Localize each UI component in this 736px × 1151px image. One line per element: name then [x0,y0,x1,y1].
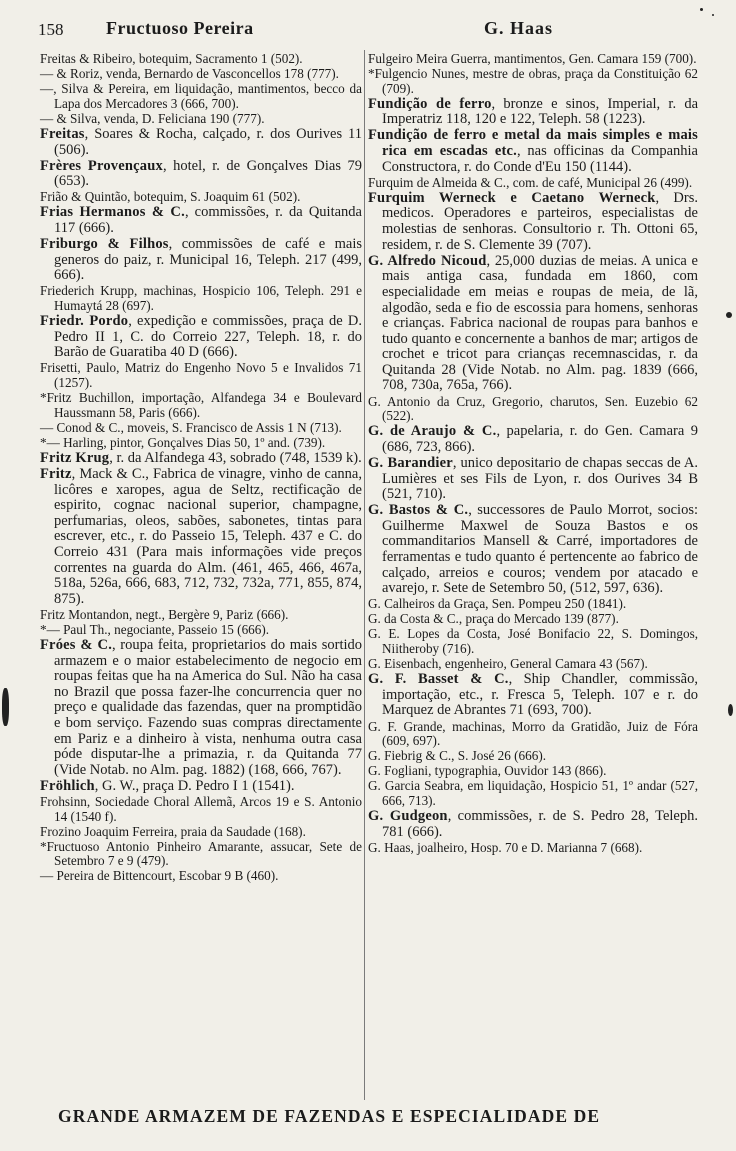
directory-entry: G. F. Grande, machinas, Morro da Gratidão, Juiz de Fóra (609, 697). [368,718,698,749]
directory-entry: G. Eisenbach, engenheiro, General Camara 43 (567). [368,656,648,672]
directory-entry: Frohsinn, Sociedade Choral Allemã, Arcos 19 e S. Antonio 14 (1540 f). [40,794,362,824]
header-left-title: Fructuoso Pereira [106,18,254,38]
directory-entry: — Pereira de Bittencourt, Escobar 9 B (460). [40,868,279,884]
directory-entry: G. F. Basset & C., Ship Chandler, commissão, importação, etc., r. Fresca 5, Teleph. 107 e r. do Marquez de Abrantes 71 (693, 700). [368,671,698,719]
directory-entry: — & Silva, venda, D. Feliciana 190 (777). [40,110,265,126]
directory-entry: G. Garcia Seabra, em liquidação, Hospicio 51, 1º andar (527, 666, 713). [368,778,698,808]
directory-entry: G. Antonio da Cruz, Gregorio, charutos, Sen. Euzebio 62 (522). [368,393,698,424]
directory-entry: Furquim Werneck e Caetano Werneck, Drs. medicos. Operadores e parteiros, especialistas de molestias de senhoras. Consultorio r. Th. Ottoni 65, residem, r. de S. Clemente 39 (707). [368,189,698,253]
page-number: 158 [38,20,64,39]
directory-entry: G. Gudgeon, commissões, r. de S. Pedro 28, Teleph. 781 (666). [368,808,698,840]
directory-entry: G. de Araujo & C., papelaria, r. do Gen. Camara 9 (686, 723, 866). [368,423,699,455]
header-right-title: G. Haas [484,18,554,38]
directory-entry: — Conod & C., moveis, S. Francisco de Assis 1 N (713). [40,419,342,435]
directory-entry: Fritz Krug, r. da Alfandega 43, sobrado (748, 1539 k). [40,449,362,466]
directory-entry: Friburgo & Filhos, commissões de café e mais generos do paiz, r. Municipal 16, Teleph. 217 (499, 666). [40,236,362,284]
left-column [40,52,362,885]
directory-entry: G. Barandier, unico depositario de chapas seccas de A. Lumières et ses Fils de Lyon, r. dos Ourives 34 B (521, 710). [368,454,698,503]
ink-speck [2,688,9,726]
directory-entry: Friederich Krupp, machinas, Hospicio 106, Teleph. 291 e Humaytá 28 (697). [40,283,362,313]
directory-entry: Frião & Quintão, botequim, S. Joaquim 61 (502). [40,189,301,205]
footer-banner: GRANDE ARMAZEM DE FAZENDAS E ESPECIALIDADE DE [58,1106,601,1126]
directory-entry: *Fritz Buchillon, importação, Alfandega 34 e Boulevard Haussmann 58, Paris (666). [40,390,362,420]
directory-entry: *Fulgencio Nunes, mestre de obras, praça da Constituição 62 (709). [368,66,698,96]
ink-speck [712,14,714,16]
ink-speck [726,312,732,318]
directory-entry: Frozino Joaquim Ferreira, praia da Saudade (168). [40,823,306,839]
directory-entry: *— Harling, pintor, Gonçalves Dias 50, 1º and. (739). [40,434,326,450]
directory-entry: G. Calheiros da Graça, Sen. Pompeu 250 (1841). [368,596,627,612]
running-header [38,18,696,44]
directory-entry: Freitas & Ribeiro, botequim, Sacramento 1 (502). [40,51,303,66]
ink-speck [728,704,733,716]
directory-entry: — & Roriz, venda, Bernardo de Vasconcellos 178 (777). [40,66,339,82]
right-column [368,52,698,856]
directory-entry: Fritz, Mack & C., Fabrica de vinagre, vinho de canna, licôres e xaropes, agua de Seltz, rectificação de espirito, cognac nacional superior, champagne, perfumarias, oleos, sabões, sabonetes, tintas para escrever, etc., r. do Passeio 15, Teleph. 437 e C. do Correio 431 (Para mais informações vide preços correntes na guarda do Alm. (461, 465, 466, 467a, 518a, 526a, 666, 683, 712, 732, 732a, 771, 855, 874, 875). [40,466,362,607]
directory-entry: Fröhlich, G. W., praça D. Pedro I 1 (1541). [40,777,295,794]
directory-entry: *Fructuoso Antonio Pinheiro Amarante, assucar, Sete de Setembro 7 e 9 (479). [40,838,362,869]
directory-entry: Fritz Montandon, negt., Bergère 9, Pariz (666). [40,606,289,622]
directory-entry: Frias Hermanos & C., commissões, r. da Quitanda 117 (666). [40,204,362,237]
directory-entry: Friedr. Pordo, expedição e commissões, praça de D. Pedro II 1, C. do Correio 227, Teleph. 18, r. do Barão de Guaratiba 40 D (666). [40,313,362,361]
directory-entry: G. Fogliani, typographia, Ouvidor 143 (866). [368,763,607,779]
directory-entry: —, Silva & Pereira, em liquidação, mantimentos, becco da Lapa dos Mercadores 3 (666, 700). [40,81,362,111]
directory-entry: G. Alfredo Nicoud, 25,000 duzias de meias. A unica e mais antiga casa, fundada em 1860, com especialidade em meias e roupas de meia, de lã, algodão, seda e fio de escossia para homens, senhoras e crianças. Fabrica nacional de roupas para banhos e tudo quanto e concernente a banhos de mar; artigos de crochet e tricot para crianças recemnascidas, r. da Quitanda 28 (Vide Notab. no Alm. pag. 1839 (666, 708, 730a, 765a, 766). [368,252,698,394]
directory-entry: Frères Provençaux, hotel, r. de Gonçalves Dias 79 (653). [40,157,362,190]
directory-entry: Fundição de ferro e metal da mais simples e mais rica em escadas etc., nas officinas da Companhia Constructora, r. do Conde d'Eu 150 (1144). [368,127,698,175]
directory-entry: Fulgeiro Meira Guerra, mantimentos, Gen. Camara 159 (700). [368,51,697,66]
ink-speck [700,8,703,11]
directory-entry: *— Paul Th., negociante, Passeio 15 (666). [40,621,270,637]
column-divider [364,50,365,1100]
directory-entry: Frisetti, Paulo, Matriz do Engenho Novo 5 e Invalidos 71 (1257). [40,360,362,390]
directory-entry: G. da Costa & C., praça do Mercado 139 (877). [368,611,619,627]
directory-entry: Furquim de Almeida & C., com. de café, Municipal 26 (499). [368,174,693,190]
directory-entry: G. Fiebrig & C., S. José 26 (666). [368,748,547,764]
directory-entry: G. Haas, joalheiro, Hosp. 70 e D. Marianna 7 (668). [368,839,643,855]
directory-entry: G. Bastos & C., successores de Paulo Morrot, socios: Guilherme Maxwel de Souza Bastos e os commanditarios Mansell & Carré, importadores de ferramentas e tudo quanto é pertencente ao fabrico de calçado, arreios e couros; vendem por atacado e avarejo, r. Sete de Setembro 50, (512, 597, 636). [368,502,699,597]
directory-entry: G. E. Lopes da Costa, José Bonifacio 22, S. Domingos, Niitheroby (716). [368,626,698,657]
directory-entry: Freitas, Soares & Rocha, calçado, r. dos Ourives 11 (506). [40,125,362,158]
directory-entry: Fróes & C., roupa feita, proprietarios do mais sortido armazem e o maior estabelecimento de negocio em roupas feitas que ha na America do Sul. Não ha casa no Brazil que possa fazer-lhe concurrencia quer no preço e qualidade das fazendas, quer na promptidão e bom serviço. Fazendo suas compras directamente em Pariz e a dinheiro à vista, nenhuma outra casa póde disputar-lhe a primazia, r. da Quitanda 77 (Vide Notab. no Alm. pag. 1882) (168, 666, 767). [40,637,362,778]
directory-entry: Fundição de ferro, bronze e sinos, Imperial, r. da Imperatriz 118, 120 e 122, Teleph. 58 (1223). [368,95,699,128]
